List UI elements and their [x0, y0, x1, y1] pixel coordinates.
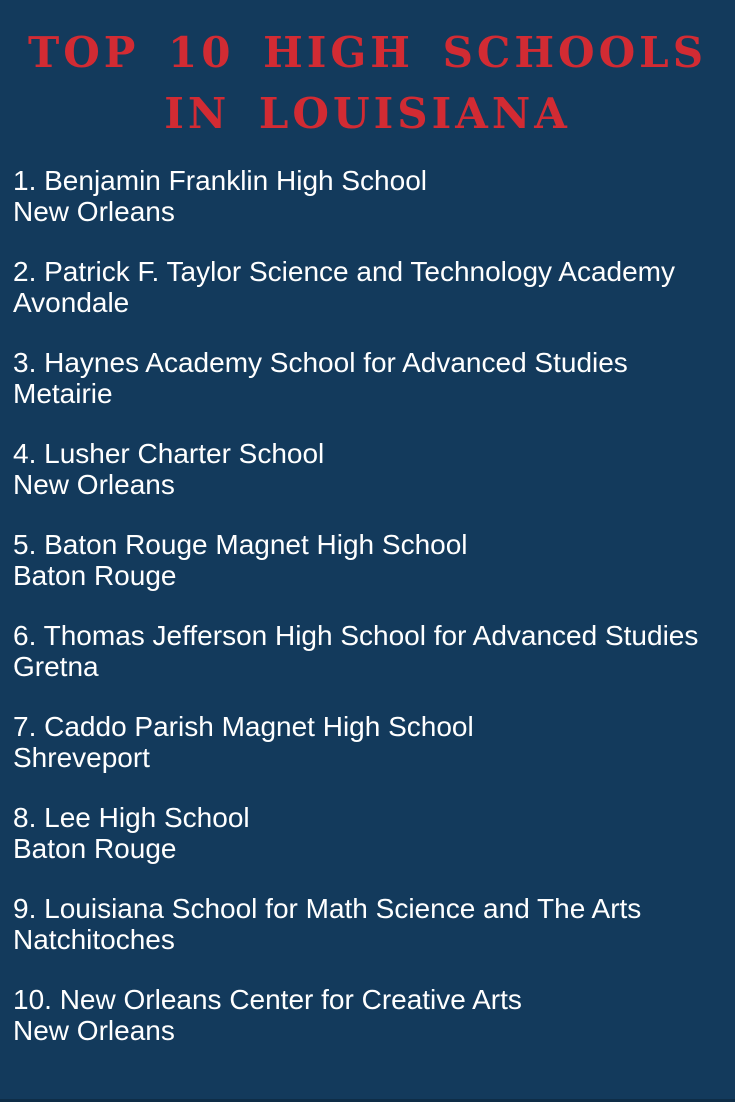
school-city: Avondale [13, 287, 130, 318]
list-item [13, 711, 722, 773]
school-rank-and-name: 6. Thomas Jefferson High School for Advanced Studies [13, 620, 699, 651]
school-list [0, 165, 735, 1046]
list-item [13, 347, 722, 409]
list-item [13, 984, 722, 1046]
list-item [13, 802, 722, 864]
school-city: Natchitoches [13, 924, 175, 955]
school-city: Shreveport [13, 742, 150, 773]
school-rank-and-name: 2. Patrick F. Taylor Science and Technology Academy [13, 256, 675, 287]
list-item [13, 620, 722, 682]
page-title [0, 0, 735, 144]
page-title-line1: TOP 10 HIGH SCHOOLS [27, 28, 708, 77]
list-item [13, 165, 722, 227]
school-city: New Orleans [13, 1015, 175, 1046]
school-rank-and-name: 9. Louisiana School for Math Science and The Arts [13, 893, 642, 924]
school-city: Baton Rouge [13, 833, 177, 864]
school-rank-and-name: 10. New Orleans Center for Creative Arts [13, 984, 522, 1015]
school-rank-and-name: 4. Lusher Charter School [13, 438, 325, 469]
school-rank-and-name: 7. Caddo Parish Magnet High School [13, 711, 474, 742]
school-city: Gretna [13, 651, 99, 682]
list-item [13, 893, 722, 955]
school-rank-and-name: 1. Benjamin Franklin High School [13, 165, 427, 196]
school-city: Baton Rouge [13, 560, 177, 591]
list-item [13, 256, 722, 318]
school-rank-and-name: 8. Lee High School [13, 802, 250, 833]
list-item [13, 438, 722, 500]
school-city: New Orleans [13, 196, 175, 227]
page-title-line2: IN LOUISIANA [164, 89, 571, 138]
school-rank-and-name: 5. Baton Rouge Magnet High School [13, 529, 468, 560]
list-item [13, 529, 722, 591]
school-rank-and-name: 3. Haynes Academy School for Advanced Studies [13, 347, 628, 378]
school-city: Metairie [13, 378, 113, 409]
school-city: New Orleans [13, 469, 175, 500]
